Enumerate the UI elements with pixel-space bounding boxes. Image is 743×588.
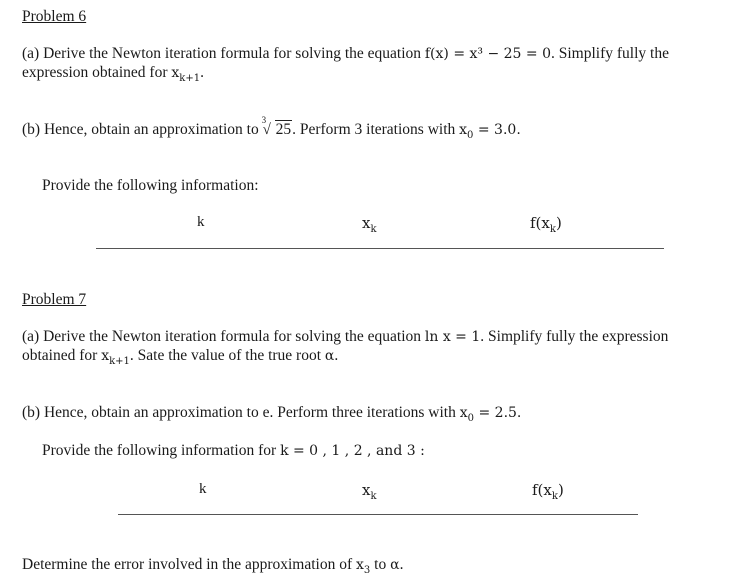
- problem-6-part-b: [22, 115, 521, 141]
- p7-col-k: k: [199, 481, 207, 497]
- p7-a-text-1: (a) Derive the Newton iteration formula for solving the equation: [22, 328, 421, 345]
- p7-a-text-3: obtained for: [22, 347, 98, 364]
- p7-err-variable: $x_3$: [356, 557, 371, 576]
- problem-7-part-a-line-1: [22, 328, 668, 346]
- p6-a-variable: $x_{k+1}$: [171, 65, 201, 84]
- p6-table-rule: [96, 248, 664, 249]
- p7-provide-label: [42, 442, 425, 460]
- p7-col-xk: $x_k$: [362, 481, 377, 502]
- problem-7-title: Problem 7: [22, 291, 87, 308]
- p7-error-question: [22, 556, 403, 574]
- p7-err-alpha: α: [390, 557, 400, 573]
- p7-a-text-5: .: [334, 347, 339, 364]
- p7-b-initial-guess: $x_0 = 2.5$.: [459, 405, 522, 424]
- p7-table-rule: [118, 514, 638, 515]
- p7-a-text-4: . Sate the value of the true root: [129, 347, 322, 364]
- p7-err-text-2: to: [374, 556, 387, 573]
- p6-provide-label: Provide the following information:: [42, 177, 259, 194]
- p6-b-cube-root: 3 √ 25: [261, 115, 292, 138]
- problem-7-part-a-line-2: [22, 347, 338, 365]
- p7-provide-equation: k = 0 , 1 , 2 , and 3 :: [280, 443, 425, 459]
- p7-a-variable: $x_{k+1}$: [101, 348, 130, 367]
- p6-b-text-2: . Perform 3 iterations with: [292, 121, 456, 138]
- p7-err-text-1: Determine the error involved in the approximation of: [22, 556, 353, 573]
- p6-a-text-1: (a) Derive the Newton iteration formula for solving the equation: [22, 45, 421, 62]
- p7-err-text-3: .: [399, 556, 404, 573]
- p6-a-equation: f(x) = x³ − 25 = 0: [424, 46, 551, 62]
- problem-6-part-a-line-2: [22, 64, 204, 82]
- p6-a-text-4: .: [200, 64, 204, 81]
- p6-a-text-2: . Simplify fully the: [551, 45, 669, 62]
- p6-col-k: k: [197, 214, 205, 230]
- p7-col-fxk: $f(x_k)$: [532, 481, 564, 502]
- p6-b-initial-guess: $x_0 = 3.0$.: [459, 122, 521, 141]
- p6-col-xk: $x_k$: [362, 214, 377, 235]
- p6-a-text-3: expression obtained for: [22, 64, 168, 81]
- problem-6-title: Problem 6: [22, 8, 87, 25]
- p7-a-equation: ln x = 1: [424, 329, 481, 345]
- p7-provide-text: Provide the following information for: [42, 442, 277, 459]
- p7-a-alpha: α: [324, 348, 335, 364]
- p7-b-text-1: (b) Hence, obtain an approximation to e. Perform three iterations with: [22, 404, 456, 421]
- problem-6-part-a-line-1: [22, 45, 669, 63]
- problem-7-part-b: [22, 404, 521, 422]
- p6-b-text-1: (b) Hence, obtain an approximation to: [22, 121, 259, 138]
- p6-col-fxk: $f(x_k)$: [530, 214, 562, 235]
- p7-a-text-2: . Simplify fully the expression: [480, 328, 669, 345]
